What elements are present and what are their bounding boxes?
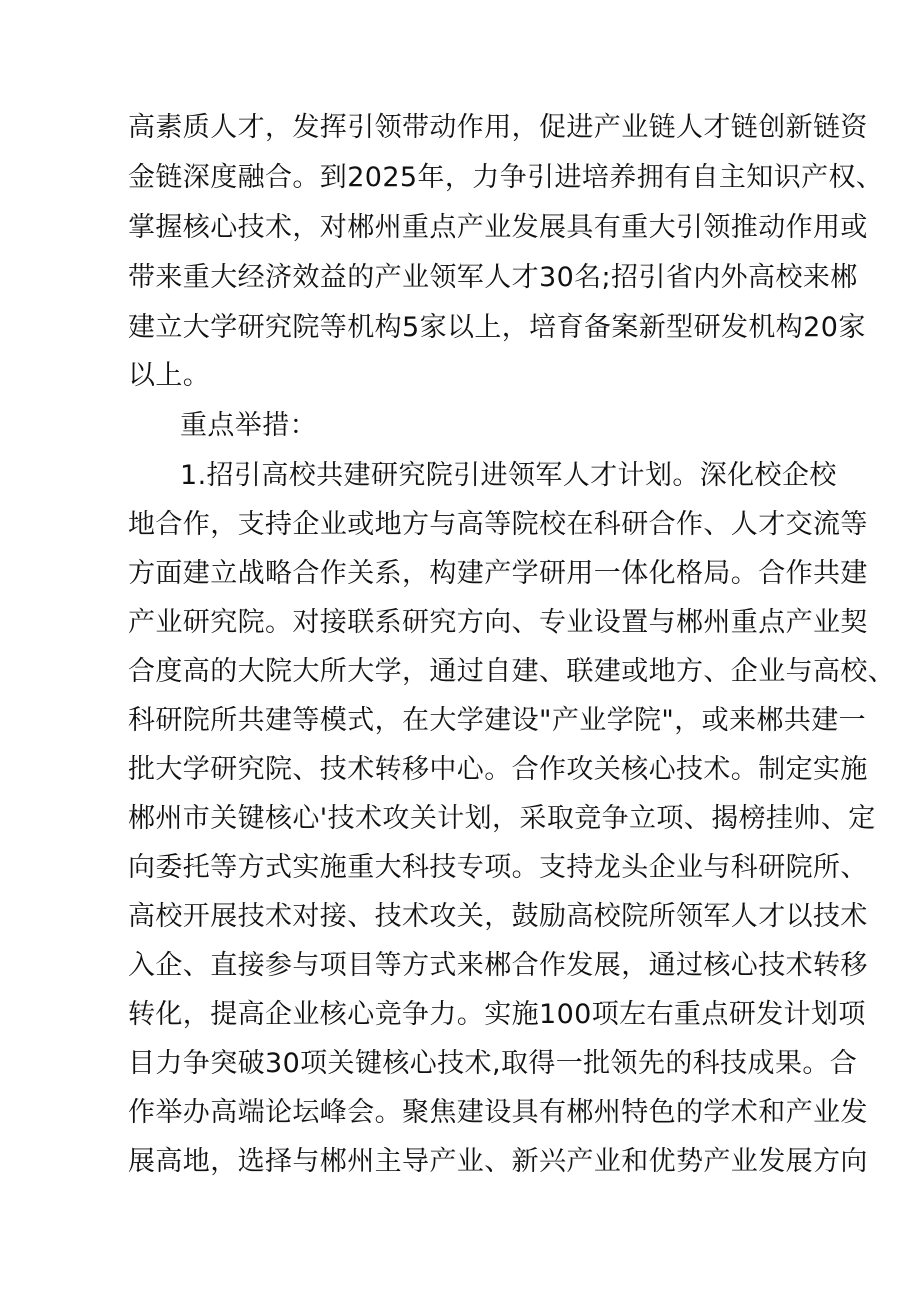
body-text-line: 高素质人才，发挥引领带动作用，促进产业链人才链创新链资 [128,112,868,143]
body-text-line: 展高地，选择与郴州主导产业、新兴产业和优势产业发展方向 [128,1146,868,1177]
body-text-line: 带来重大经济效益的产业领军人才30名;招引省内外高校来郴 [128,262,858,293]
body-text-line: 掌握核心技术，对郴州重点产业发展具有重大引领推动作用或 [128,212,868,243]
body-text-line: 以上。 [128,360,211,391]
body-text-line: 科研院所共建等模式，在大学建设"产业学院"，或来郴共建一 [128,705,867,736]
body-text-line: 目力争突破30项关键核心技术,取得一批领先的科技成果。合 [128,1048,858,1079]
body-text-line: 金链深度融合。到2025年，力争引进培养拥有自主知识产权、 [128,162,884,193]
body-text-line: 建立大学研究院等机构5家以上，培育备案新型研发机构20家 [128,312,866,343]
body-text-line: 高校开展技术对接、技术攻关，鼓励高校院所领军人才以技术 [128,901,868,932]
section-heading: 重点举措： [180,410,317,441]
body-text-line: 向委托等方式实施重大科技专项。支持龙头企业与科研院所、 [128,852,868,883]
body-text-line: 方面建立战略合作关系，构建产学研用一体化格局。合作共建 [128,558,868,589]
body-text-line: 批大学研究院、技术转移中心。合作攻关核心技术。制定实施 [128,754,868,785]
body-text-line: 转化，提高企业核心竞争力。实施100项左右重点研发计划项 [128,999,866,1030]
body-text-line: 合度高的大院大所大学，通过自建、联建或地方、企业与高校、 [128,656,896,687]
list-item-heading: 1.招引高校共建研究院引进领军人才计划。深化校企校 [180,460,837,491]
body-text-line: 产业研究院。对接联系研究方向、专业设置与郴州重点产业契 [128,607,868,638]
body-text-line: 地合作，支持企业或地方与高等院校在科研合作、人才交流等 [128,509,868,540]
body-text-line: 作举办高端论坛峰会。聚焦建设具有郴州特色的学术和产业发 [128,1097,868,1128]
body-text-line: 郴州市关键核心'技术攻关计划，采取竞争立项、揭榜挂帅、定 [128,803,876,834]
body-text-line: 入企、直接参与项目等方式来郴合作发展，通过核心技术转移 [128,950,868,981]
